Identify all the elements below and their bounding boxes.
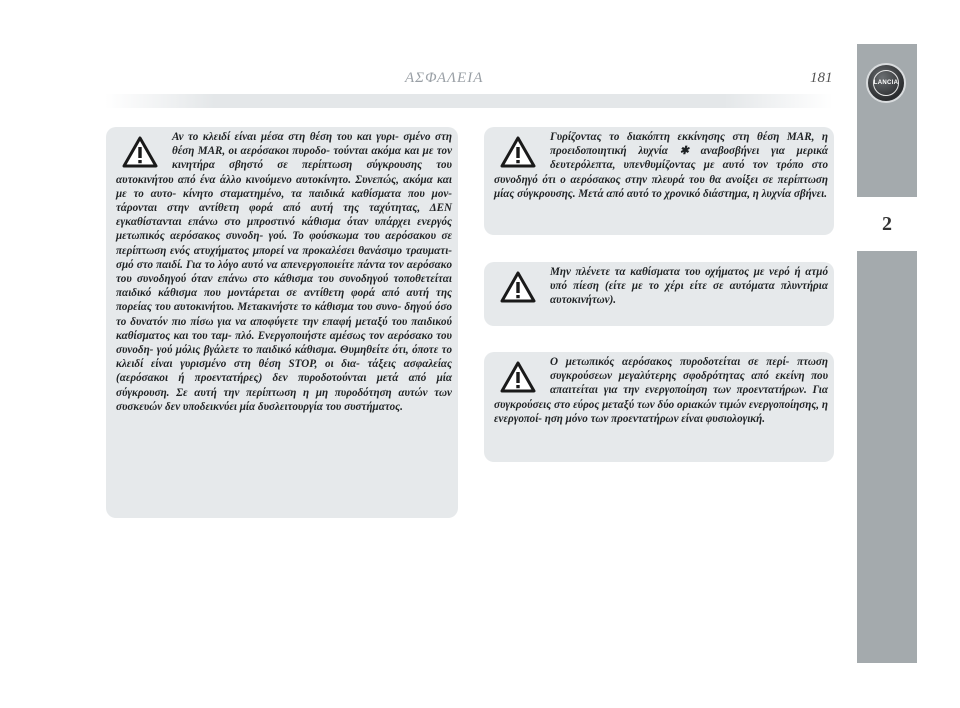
warning-box-seat-washing [484,262,834,326]
warning-text: Μην πλένετε τα καθίσματα του οχήματος με νερό ή ατμό υπό πίεση (είτε με το χέρι είτε σε αυτόματα πλυντήρια αυτοκινήτων). [550,266,828,307]
page-header-title: ΑΣΦΑΛΕΙΑ [405,70,484,86]
chapter-tab[interactable] [857,197,917,251]
lancia-logo [866,63,906,103]
warning-text: Αν το κλειδί είναι μέσα στη θέση του και γυρι- σμένο στη θέση MAR, οι αερόσακοι πυροδο- τούνται ακόμα και με τον κινητήρα σβηστό σε περίπτωση σύγκρουσης του αυτοκινήτου από ένα άλλο κινούμενο αυτοκίνητο. Συνεπώς, ακόμα και με το αυτο- κίνητο σταματημένο, τα παιδικά καθίσματα που μον- τάρονται στην αντίθετη φορά από αυτή της ταχύτητας, ΔΕΝ εγκαθίστανται επάνω στο μπροστινό κάθισμα όταν υπάρχει ενεργός μετωπικός αερόσακος συνοδη- γού. Το φούσκωμα του αερόσακου σε περίπτωση ενός ατυχήματος μπορεί να προκαλέσει θανάσιμο τραυματι- σμό στο παιδί. Για το λόγο αυτό να απενεργοποιείτε πάντα τον αερόσακο του συνοδηγού όταν επάνω στο κάθισμα του συνοδηγού τοποθετείται παιδικό κάθισμα που μοντάρεται σε αντίθετη φορά από αυτή της πορείας του αυτοκινήτου. Μετακινήστε το κάθισμα του συνο- δηγού όσο το δυνατόν πιο πίσω για να αποφύγετε την επαφή μεταξύ του παιδικού καθίσματος και του ταμ- πλό. Ενεργοποιήστε αμέσως τον αερόσακο του συνοδη- γού μόλις βγάλετε το παιδικό κάθισμα. Θυμηθείτε ότι, όποτε το κλειδί είναι γυρισμένο στη θέση STOP, οι δια- τάξεις ασφαλείας (αερόσακοι ή προεντατήρες) δεν πυροδοτούνται μετά από μία σύγκρουση. Σε αυτή την περίπτωση η μη πυροδότηση αυτών των συσκευών δεν υποδεικνύει μία δυσλειτουργία του συστήματος. [116,131,452,413]
chapter-number: 2 [882,212,892,235]
logo-text: LANCIA [873,80,899,86]
chapter-sidebar [857,44,917,663]
warning-box-ignition-lamp [484,127,834,235]
logo-ring [873,70,899,96]
warning-box-child-seat [106,127,458,518]
warning-text: Ο μετωπικός αερόσακος πυροδοτείται σε περί- πτωση συγκρούσεων μεγαλύτερης σφοδρότητας από εκείνη που απαιτείται για την ενεργοποίηση των προεντατήρων. Για συγκρούσεις στο εύρος μεταξύ των δύο οριακών τιμών ενεργοποίησης, η ενεργοποί- ηση μόνο των προεντατήρων είναι φυσιολογική. [494,356,828,425]
warning-triangle-icon [500,271,536,303]
header-divider [105,94,833,108]
warning-triangle-icon [500,361,536,393]
warning-triangle-icon [122,136,158,168]
warning-box-front-airbag [484,352,834,462]
warning-text: Γυρίζοντας το διακόπτη εκκίνησης στη θέση MAR, η προειδοποιητική λυχνία ✱ αναβοσβήνει για μερικά δευτερόλεπτα, υπενθυμίζοντας με αυτό τον τρόπο στο συνοδηγό ότι ο αερόσακος στην πλευρά του θα ανοίξει σε περίπτωση μίας σύγκρουσης. Μετά από αυτό το χρονικό διάστημα, η λυχνία σβήνει. [494,131,828,200]
page-number: 181 [810,70,833,86]
warning-triangle-icon [500,136,536,168]
